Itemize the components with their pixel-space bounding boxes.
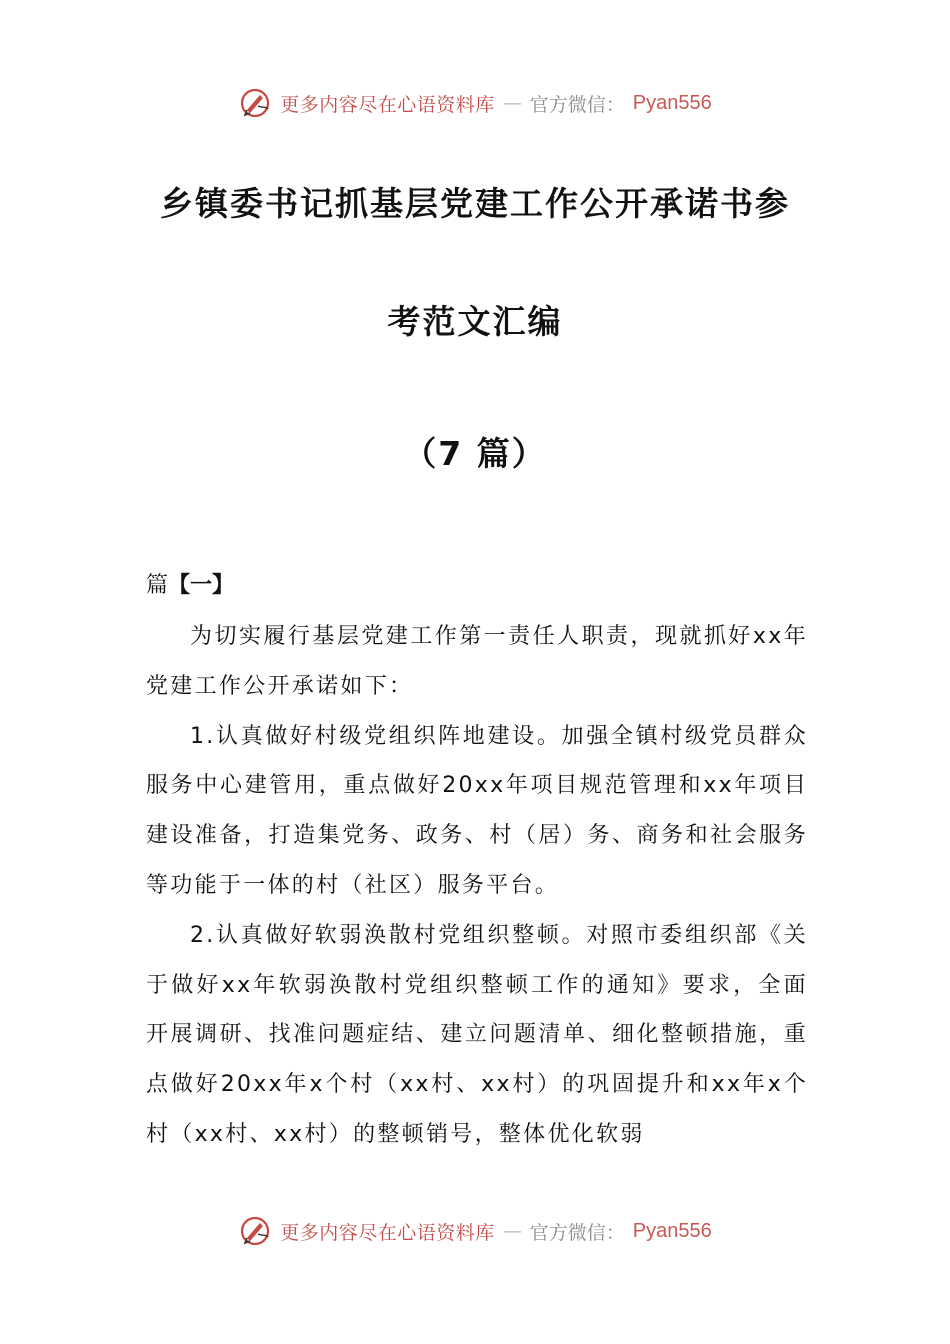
section-label: 【一】 [168,573,235,598]
section-prefix: 篇 [146,573,169,598]
paragraph-item-1: 1.认真做好村级党组织阵地建设。加强全镇村级党员群众服务中心建管用，重点做好20xx年项目规范管理和xx年项目建设准备，打造集党务、政务、村（居）务、商务和社会服务等功能于一体的村（社区）服务平台。 [146,723,808,898]
header-watermark [0,82,950,124]
pen-logo-icon [238,1214,272,1248]
watermark-label: 官方微信： [529,1221,625,1244]
watermark-handle: Pyan556 [632,91,712,114]
watermark-text: 更多内容尽在心语资料库 [280,93,495,116]
watermark-separator: — [502,92,522,114]
paragraph-item-2: 2.认真做好软弱涣散村党组织整顿。对照市委组织部《关于做好xx年软弱涣散村党组织整顿工作的通知》要求，全面开展调研、找准问题症结、建立问题清单、细化整顿措施，重点做好20xx年x个村（xx村、xx村）的巩固提升和xx年x个村（xx村、xx村）的整顿销号，整体优化软弱 [146,922,808,1147]
pen-logo-icon [238,86,272,120]
watermark-separator: — [502,1220,522,1242]
document-title-line1: 乡镇委书记抓基层党建工作公开承诺书参 [160,184,790,223]
section-heading [146,568,234,599]
paragraph-intro: 为切实履行基层党建工作第一责任人职责，现就抓好xx年党建工作公开承诺如下： [146,624,808,699]
document-title-count: （7 篇） [403,434,547,473]
footer-watermark [0,1210,950,1252]
watermark-text: 更多内容尽在心语资料库 [280,1221,495,1244]
document-body [146,612,808,1160]
watermark-handle: Pyan556 [632,1219,712,1242]
document-title-line2: 考范文汇编 [387,302,563,341]
watermark-label: 官方微信： [529,93,625,116]
